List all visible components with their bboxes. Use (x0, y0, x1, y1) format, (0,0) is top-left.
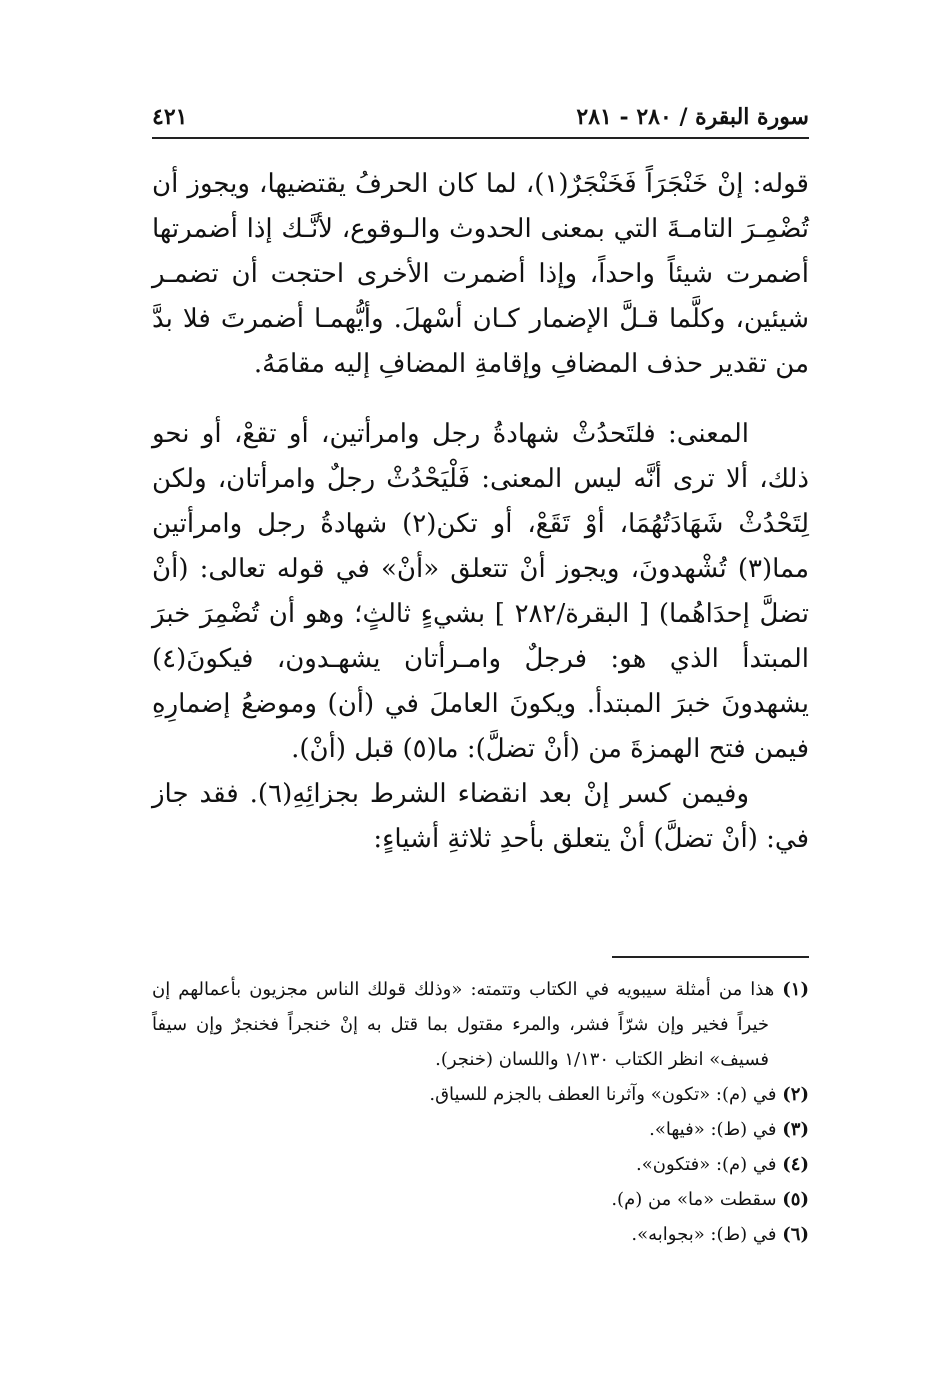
footnote-number: (٦) (782, 1224, 809, 1245)
footnote-text: سقطت «ما» من (م). (611, 1189, 777, 1210)
footnote-number: (٤) (782, 1154, 809, 1175)
footnotes (152, 972, 809, 1252)
footnote-number: (١) (782, 979, 809, 1000)
footnote-1 (152, 972, 809, 1077)
footnote-4 (152, 1147, 809, 1182)
footnote-text: في (م): «فتكون». (635, 1154, 777, 1175)
footnote-5 (152, 1182, 809, 1217)
footnote-text: في (ط): «فيها». (649, 1119, 777, 1140)
header-rule (152, 137, 809, 139)
footnote-number: (٥) (782, 1189, 809, 1210)
footnote-number: (٣) (782, 1119, 809, 1140)
paragraph-2: المعنى: فلتَحدُثْ شهادةُ رجل وامرأتين، أو تقعْ، أو نحو ذلك، ألا ترى أنَّه ليس المعنى: فَلْيَحْدُثْ رجلٌ وامرأتان، ولكن لِتَحْدُثْ شَهَادَتُهُمَا، أوْ تَقَعْ، أو تكن(٢) شهادةُ رجل وامرأتين مما(٣) تُشْهدونَ، ويجوز أنْ تتعلق «أنْ» في قوله تعالى: (أنْ تضلَّ إحدَاهُما) [ البقرة/٢٨٢ ] بشيءٍ ثالثٍ؛ وهو أن تُضْمِرَ خبرَ المبتدأ الذي هو: فرجلٌ وامـرأتان يشهـدون، فيكونَ(٤) يشهدونَ خبرَ المبتدأ. ويكونَ العاملَ في (أن) وموضعُ إضمارِهِ فيمن فتح الهمزةَ من (أنْ تضلَّ): ما(٥) قبل (أنْ). (152, 419, 810, 764)
footnote-text: في (ط): «بجوابه». (631, 1224, 777, 1245)
footnote-number: (٢) (782, 1084, 809, 1105)
footnote-separator (612, 956, 809, 958)
footnote-text: هذا من أمثلة سيبويه في الكتاب وتتمته: «وذلك قولك الناس مجزيون بأعمالهم إن خيراً فخير وإن شرّاً فشر، والمرء مقتول بما قتل به إنْ خنجراً فخنجرٌ وإن سيفاً فسيف» انظر الكتاب ١/١٣٠ واللسان (خنجر). (152, 979, 775, 1070)
page-number: ٤٢١ (152, 104, 188, 130)
paragraph-1: قوله: إنْ خَنْجَرَاً فَخَنْجَرٌ(١)، لما كان الحرفُ يقتضيها، ويجوز أن تُضْمِـرَ التامـةَ التي بمعنى الحدوث والـوقوع، لأنَّـك إذا أضمرتها أضمرت شيئاً واحداً، وإذا أضمرت الأخرى احتجت أن تضمـر شيئين، وكلَّما قـلَّ الإضمار كـان أسْهلَ. وأيُّهمـا أضمرتَ فلا بدَّ من تقدير حذف المضافِ وإقامةِ المضافِ إليه مقامَهُ. (152, 169, 809, 379)
footnote-6 (152, 1217, 809, 1252)
paragraph-3: وفيمن كسر إنْ بعد انقضاء الشرط بجزائِهِ(٦). فقد جاز في: (أنْ تضلَّ) أنْ يتعلق بأحدِ ثلاثةِ أشياءٍ: (152, 779, 809, 854)
main-text (152, 162, 809, 862)
footnote-2 (152, 1077, 809, 1112)
running-header (152, 100, 809, 136)
footnote-text: في (م): «تكون» وآثرنا العطف بالجزم للسياق. (429, 1084, 777, 1105)
footnote-3 (152, 1112, 809, 1147)
surah-reference: سورة البقرة / ٢٨٠ - ٢٨١ (576, 104, 809, 130)
